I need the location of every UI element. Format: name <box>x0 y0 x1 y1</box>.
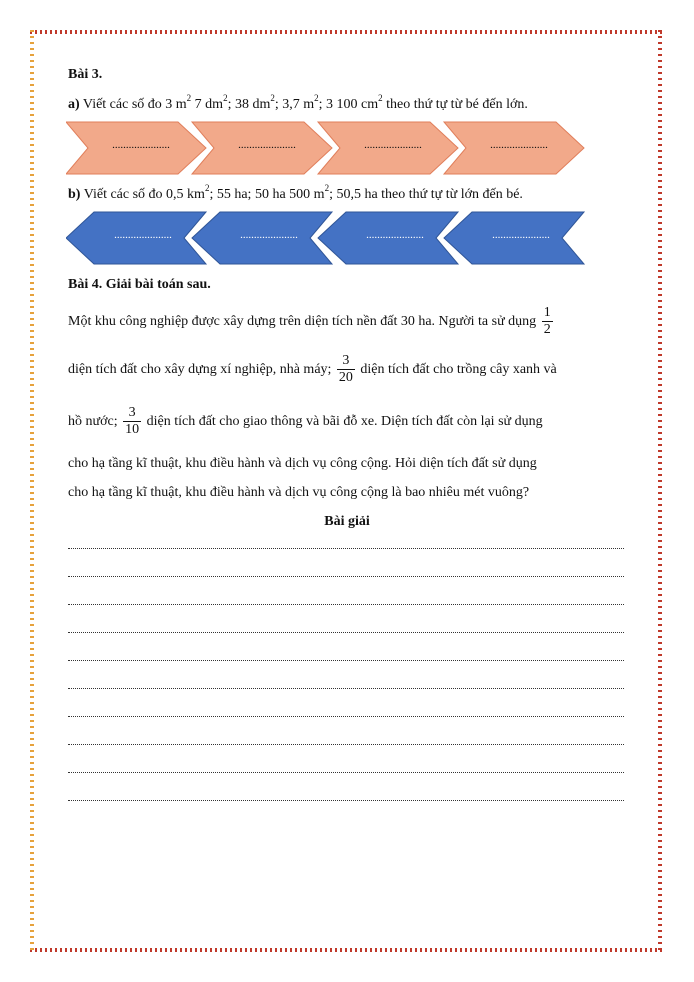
bai4-line-5: cho hạ tầng kĩ thuật, khu điều hành và dịch vụ công cộng là bao nhiêu mét vuông? <box>68 485 530 500</box>
fraction-denominator: 20 <box>338 370 353 386</box>
fraction-denominator: 2 <box>543 322 551 338</box>
question-a-text: ; 3,7 m <box>274 97 315 112</box>
question-a-label: a) <box>68 97 80 112</box>
answer-line[interactable] <box>68 548 624 549</box>
question-a-text: Viết các số đo 3 m <box>79 97 187 112</box>
solution-heading: Bài giải <box>324 514 370 529</box>
superscript: 2 <box>378 93 383 104</box>
question-b-text: Viết các số đo 0,5 km <box>80 187 205 202</box>
superscript: 2 <box>204 183 210 194</box>
question-b-text: ; 50,5 ha theo thứ tự từ lớn đến bé. <box>329 187 523 202</box>
bai3-title: Bài 3. <box>68 67 103 82</box>
answer-slot-b3[interactable]: ..................... <box>366 229 424 241</box>
answer-slot-a2[interactable]: ..................... <box>238 139 296 151</box>
fraction-numerator: 1 <box>543 305 551 321</box>
answer-slot-b4[interactable]: ..................... <box>492 229 550 241</box>
superscript: 2 <box>186 93 192 104</box>
bai4-line-2 <box>68 350 557 390</box>
answer-slot-a3[interactable]: ..................... <box>364 139 422 151</box>
answer-line[interactable] <box>68 660 624 661</box>
answer-slot-b2[interactable]: ..................... <box>240 229 298 241</box>
fraction-numerator: 3 <box>337 353 355 370</box>
superscript: 2 <box>270 93 275 104</box>
bai3-question-a <box>68 93 528 114</box>
problem-text: Một khu công nghiệp được xây dựng trên diện tích nền đất 30 ha. Người ta sử dụng <box>68 314 537 329</box>
fraction-3-10 <box>123 405 141 438</box>
bai4-line-3 <box>68 402 543 442</box>
answer-line[interactable] <box>68 632 624 633</box>
fraction-denominator: 10 <box>125 422 140 438</box>
fraction-numerator: 3 <box>123 405 141 422</box>
answer-line[interactable] <box>68 604 624 605</box>
border-left <box>30 30 34 952</box>
answer-line[interactable] <box>68 772 624 773</box>
answer-line[interactable] <box>68 800 624 801</box>
answer-line[interactable] <box>68 716 624 717</box>
problem-text: diện tích đất cho trồng cây xanh và <box>360 362 557 377</box>
problem-text: hồ nước; <box>68 414 118 429</box>
question-b-text: ; 55 ha; 50 ha 500 m <box>209 187 325 202</box>
superscript: 2 <box>324 183 330 194</box>
border-right <box>658 30 662 952</box>
superscript: 2 <box>223 93 228 104</box>
question-a-text: ; 3 100 cm <box>318 97 379 112</box>
answer-line[interactable] <box>68 576 624 577</box>
answer-slot-b1[interactable]: ..................... <box>114 229 172 241</box>
question-a-text: 7 dm <box>191 97 224 112</box>
bai4-title: Bài 4. Giải bài toán sau. <box>68 277 211 292</box>
answer-line[interactable] <box>68 744 624 745</box>
orange-arrow-row <box>66 120 596 176</box>
bai4-line-1 <box>68 302 555 342</box>
problem-text: diện tích đất cho xây dựng xí nghiệp, nhà máy; <box>68 362 332 377</box>
answer-slot-a1[interactable]: ..................... <box>112 139 170 151</box>
answer-line[interactable] <box>68 688 624 689</box>
bai3-question-b <box>68 183 523 204</box>
problem-text: diện tích đất cho giao thông và bãi đỗ xe. Diện tích đất còn lại sử dụng <box>146 414 543 429</box>
answer-slot-a4[interactable]: ..................... <box>490 139 548 151</box>
blue-arrow-row <box>66 210 596 266</box>
superscript: 2 <box>314 93 319 104</box>
fraction-1-2 <box>542 305 553 338</box>
bai4-line-4: cho hạ tầng kĩ thuật, khu điều hành và dịch vụ công cộng. Hỏi diện tích đất sử dụng <box>68 456 537 471</box>
fraction-3-20 <box>337 353 355 386</box>
question-b-label: b) <box>68 187 81 202</box>
question-a-text: ; 38 dm <box>227 97 271 112</box>
border-bottom <box>30 948 662 952</box>
question-a-text: theo thứ tự từ bé đến lớn. <box>382 97 528 112</box>
border-top <box>30 30 662 34</box>
